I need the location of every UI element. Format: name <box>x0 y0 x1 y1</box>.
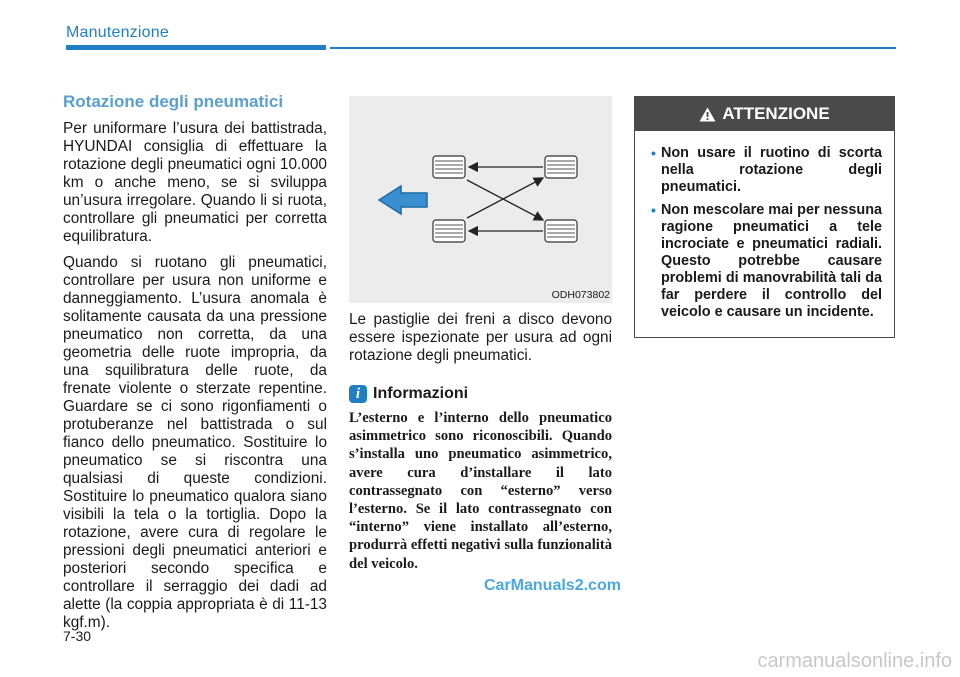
tire-front-left <box>433 156 465 178</box>
watermark: CarManuals2.com <box>484 577 621 594</box>
brake-pad-paragraph: Le pastiglie dei freni a disco devono essere ispezionate per usura ad ogni rotazione degli pneumatici. <box>349 311 612 364</box>
info-body: L’esterno e l’interno dello pneumatico asimmetrico sono riconoscibili. Quando s’installa uno pneumatico asimmetrico, avere cura d’installare il lato contrassegnato con “esterno” verso l’esterno. Se il lato contrassegnato con “interno” viene installato all’esterno, produrrà effetti negativi sulla funzionalità del veicolo. <box>349 410 612 572</box>
tire-rear-left <box>545 156 577 178</box>
page-number: 7-30 <box>63 628 92 644</box>
caution-list <box>651 145 882 321</box>
caution-box <box>634 96 895 338</box>
caution-item: • Non mescolare mai per nessuna ragione pneumatici a tele incrociate e pneumatici radiali. Questo potrebbe causare problemi di manovrabilità tali da far perdere il controllo del veicolo e causare un incidente. <box>651 202 882 320</box>
paragraph-1: Per uniformare l’usura dei battistrada, HYUNDAI consiglia di effettuare la rotazione degli pneumatici ogni 10.000 km o anche meno, se si sviluppa un’usura irregolare. Quando li si ruota, controllare gli pneumatici per corretta equilibratura. <box>63 120 327 245</box>
header-rule-thick <box>66 45 326 50</box>
middle-column <box>349 96 612 573</box>
caution-item: • Non usare il ruotino di scorta nella rotazione degli pneumatici. <box>651 145 882 195</box>
tire-rotation-figure <box>349 96 612 303</box>
arrow-front-left-to-rear-right <box>467 180 543 220</box>
caution-header <box>635 97 894 131</box>
site-mark: carmanualsonline.info <box>757 650 952 672</box>
forward-arrow-icon <box>379 186 427 214</box>
header-rule-thin <box>330 47 896 49</box>
info-title: Informazioni <box>373 385 469 402</box>
warning-triangle-icon <box>699 107 716 122</box>
tire-front-right <box>433 220 465 242</box>
tire-rotation-diagram <box>349 96 612 286</box>
section-header: Manutenzione <box>66 24 169 41</box>
section-title: Rotazione degli pneumatici <box>63 92 284 111</box>
paragraph-2: Quando si ruotano gli pneumatici, controllare per usura non uniforme e danneggiamento. L’usura anomala è solitamente causata da una pressione pneumatico non corretta, da una geometria delle ruote impropria, da una squilibratura delle ruote, da frenate violente o sterzate repentine. Guardare se ci sono rigonfiamenti o protuberanze nel battistrada o sul fianco dello pneumatico. Sostituire lo pneumatico se si riscontra una qualsiasi di queste condizioni. Sostituire lo pneumatico qualora siano visibili la tela o la tortiglia. Dopo la rotazione, avere cura di regolare le pressioni degli pneumatici anteriori e posteriori secondo specifica e controllare il serraggio dei dadi ad alette (la coppia appropriata è di 11-13 kgf.m). <box>63 254 327 631</box>
figure-code: ODH073802 <box>551 289 610 301</box>
arrow-front-right-to-rear-left <box>467 178 543 218</box>
left-column <box>63 92 327 640</box>
info-icon: i <box>349 385 367 403</box>
info-header <box>349 385 612 403</box>
caution-title: ATTENZIONE <box>722 104 830 123</box>
tire-rear-right <box>545 220 577 242</box>
